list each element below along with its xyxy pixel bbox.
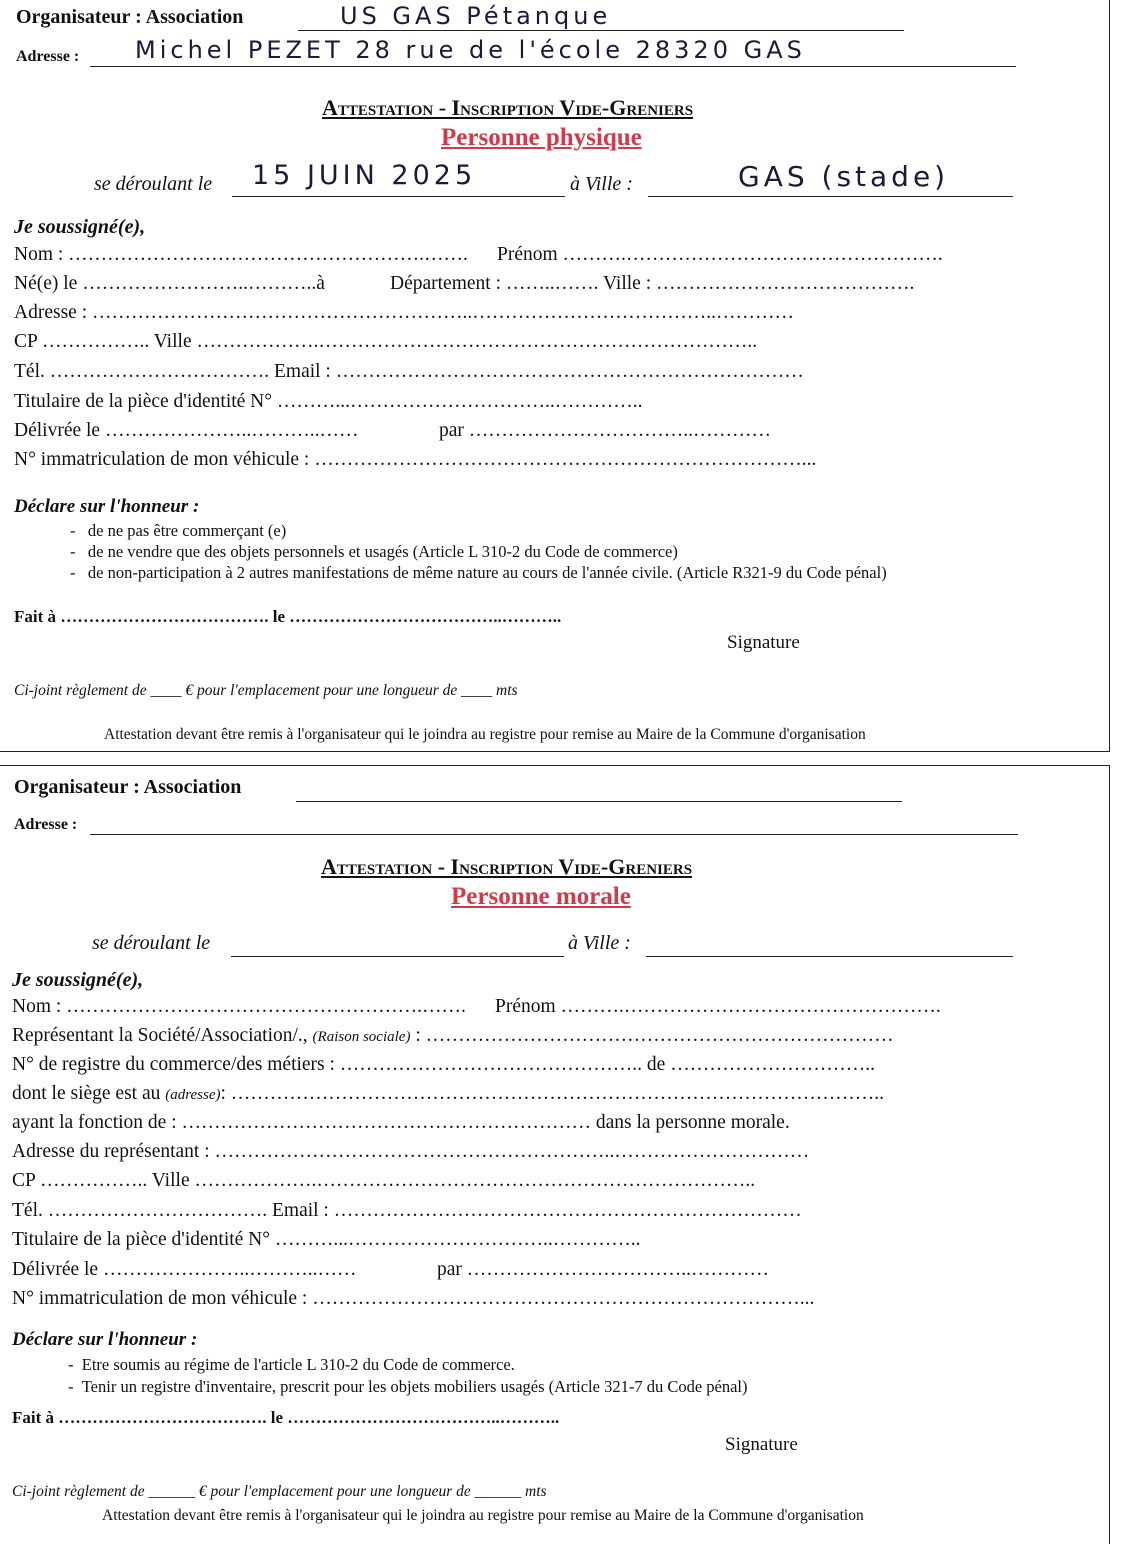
city-underline bbox=[648, 196, 1013, 197]
signature-label: Signature bbox=[727, 632, 800, 653]
fait-a-field[interactable]: Fait à ………………………………. le ………………………………..……….. bbox=[12, 1408, 560, 1427]
city-underline[interactable] bbox=[646, 956, 1013, 957]
organizer-label: Organisateur : Association bbox=[14, 776, 242, 798]
delivree-field[interactable]: Délivrée le …………………..………..…… bbox=[14, 420, 359, 441]
immatriculation-field[interactable]: N° immatriculation de mon véhicule : …………………………………………………………………... bbox=[14, 449, 817, 470]
date-value[interactable]: 15 JUIN 2025 bbox=[252, 160, 477, 191]
declaration-item: - de ne vendre que des objets personnels et usagés (Article L 310-2 du Code de commerce) bbox=[70, 542, 678, 561]
form-subtitle: Personne physique bbox=[441, 124, 642, 151]
form-title: Attestation - Inscription Vide-Greniers bbox=[321, 854, 693, 879]
city-label: à Ville : bbox=[570, 173, 633, 195]
declare-label: Déclare sur l'honneur : bbox=[12, 1329, 198, 1350]
adresse-field[interactable]: Adresse : …………………………………………………..………………………………..………… bbox=[14, 302, 794, 323]
prenom-field[interactable]: Prénom ……….…………………………………………. bbox=[497, 244, 943, 265]
prenom-field[interactable]: Prénom ……….…………………………………………. bbox=[495, 996, 941, 1017]
declaration-item: - de non-participation à 2 autres manifestations de même nature au cours de l'année civile. (Article R321-9 du Code pénal) bbox=[70, 563, 887, 582]
date-label: se déroulant le bbox=[92, 932, 211, 954]
organizer-underline bbox=[298, 30, 904, 31]
registre-field[interactable]: N° de registre du commerce/des métiers : ……………………………………….. de ………………………….. bbox=[12, 1054, 875, 1075]
city-value[interactable]: GAS (stade) bbox=[738, 160, 950, 193]
departement-field[interactable]: Département : ……..……. Ville : …………………………………. bbox=[390, 273, 915, 294]
undersigned-label: Je soussigné(e), bbox=[12, 969, 144, 991]
city-label: à Ville : bbox=[568, 932, 631, 954]
form-subtitle: Personne morale bbox=[451, 883, 631, 910]
declare-label: Déclare sur l'honneur : bbox=[14, 496, 200, 517]
address-label: Adresse : bbox=[14, 816, 78, 833]
form-title: Attestation - Inscription Vide-Greniers bbox=[322, 95, 694, 120]
delivree-field[interactable]: Délivrée le …………………..………..…… bbox=[12, 1259, 357, 1280]
tel-email-field[interactable]: Tél. ……………………………. Email : ……………………………………………………………… bbox=[12, 1200, 802, 1221]
address-value[interactable]: Michel PEZET 28 rue de l'école 28320 GAS bbox=[135, 36, 806, 64]
tel-email-field[interactable]: Tél. ……………………………. Email : ……………………………………………………………… bbox=[14, 361, 804, 382]
siege-field[interactable]: dont le siège est au (adresse): ……………………………………………………………………………………….. bbox=[12, 1083, 885, 1104]
address-underline[interactable] bbox=[90, 834, 1018, 835]
fait-a-field[interactable]: Fait à ………………………………. le ………………………………..……….. bbox=[14, 607, 562, 626]
par-field[interactable]: par ……………………………..………… bbox=[437, 1259, 770, 1280]
birthdate-field[interactable]: Né(e) le ……………………..………..à bbox=[14, 273, 325, 294]
date-underline[interactable] bbox=[231, 956, 564, 957]
cp-ville-field[interactable]: CP …………….. Ville ……………….………………………………………………………….. bbox=[14, 331, 758, 352]
organizer-label: Organisateur : Association bbox=[16, 6, 244, 28]
nom-field[interactable]: Nom : ……………………………………………….……. bbox=[12, 996, 466, 1017]
signature-label: Signature bbox=[725, 1434, 798, 1455]
declaration-item: - Etre soumis au régime de l'article L 310-2 du Code de commerce. bbox=[68, 1355, 515, 1374]
footer-note: Attestation devant être remis à l'organisateur qui le joindra au registre pour remise au Maire de la Commune d'organisation bbox=[104, 726, 866, 743]
address-underline bbox=[90, 66, 1016, 67]
fonction-field[interactable]: ayant la fonction de : ……………………………………………………… dans la personne morale. bbox=[12, 1112, 790, 1133]
date-underline bbox=[232, 196, 565, 197]
adresse-representant-field[interactable]: Adresse du représentant : ……………………………………………………..………………………… bbox=[12, 1141, 810, 1162]
organizer-underline[interactable] bbox=[296, 801, 902, 802]
representant-field[interactable]: Représentant la Société/Association/., (Raison sociale) : ……………………………………………………………… bbox=[12, 1025, 894, 1046]
cp-ville-field[interactable]: CP …………….. Ville ……………….………………………………………………………….. bbox=[12, 1170, 756, 1191]
organizer-value[interactable]: US GAS Pétanque bbox=[340, 2, 612, 30]
immatriculation-field[interactable]: N° immatriculation de mon véhicule : …………………………………………………………………... bbox=[12, 1288, 815, 1309]
reglement-line[interactable]: Ci-joint règlement de ____ € pour l'emplacement pour une longueur de ____ mts bbox=[14, 682, 518, 699]
date-label: se déroulant le bbox=[94, 173, 213, 195]
piece-identite-field[interactable]: Titulaire de la pièce d'identité N° ………...…………………………..………….. bbox=[14, 391, 643, 412]
declaration-item: - de ne pas être commerçant (e) bbox=[70, 521, 287, 540]
piece-identite-field[interactable]: Titulaire de la pièce d'identité N° ………...…………………………..………….. bbox=[12, 1229, 641, 1250]
declaration-item: - Tenir un registre d'inventaire, prescrit pour les objets mobiliers usagés (Article 321-7 du Code pénal) bbox=[68, 1377, 748, 1396]
par-field[interactable]: par ……………………………..………… bbox=[439, 420, 772, 441]
footer-note: Attestation devant être remis à l'organisateur qui le joindra au registre pour remise au Maire de la Commune d'organisation bbox=[102, 1507, 864, 1524]
undersigned-label: Je soussigné(e), bbox=[14, 216, 146, 238]
nom-field[interactable]: Nom : ……………………………………………….……. bbox=[14, 244, 468, 265]
form-personne-morale bbox=[0, 765, 1110, 1544]
form-personne-physique bbox=[0, 0, 1110, 752]
reglement-line[interactable]: Ci-joint règlement de ______ € pour l'emplacement pour une longueur de ______ mts bbox=[12, 1483, 547, 1500]
address-label: Adresse : bbox=[16, 48, 80, 65]
